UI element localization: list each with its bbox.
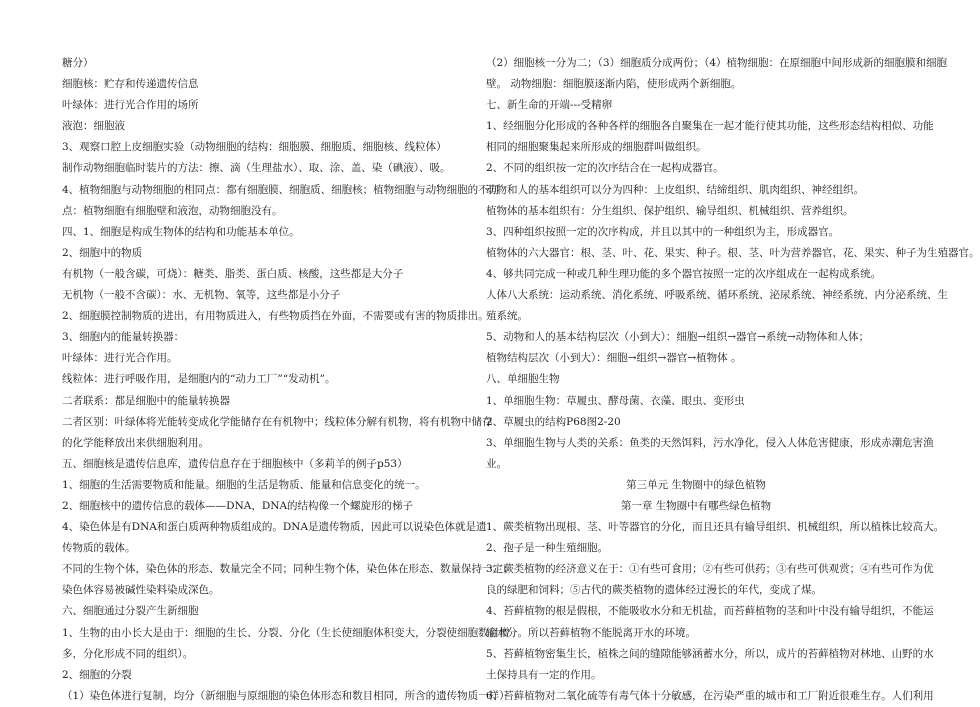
right-column: [486, 53, 980, 707]
text-line: 二者区别：叶绿体将光能转变成化学能储存在有机物中；线粒体分解有机物，将有机物中储存: [62, 415, 493, 428]
text-line: 六、细胞通过分裂产生新细胞: [62, 605, 199, 618]
text-line: 1、蕨类植物出现根、茎、叶等器官的分化，而且还具有输导组织、机械组织，所以植株比较高大。: [486, 521, 945, 534]
text-line: 七、新生命的开端---受精卵: [486, 99, 613, 112]
text-line: 1、单细胞生物：草履虫、酵母菌、衣藻、眼虫、变形虫: [486, 394, 745, 407]
text-line: 四、1、细胞是构成生物体的结构和功能基本单位。: [62, 225, 300, 238]
text-line: 点：植物细胞有细胞壁和液泡，动物细胞没有。: [62, 204, 283, 217]
text-line: 1、细胞的生活需要物质和能量。细胞的生活是物质、能量和信息变化的统一。: [62, 478, 426, 491]
section-heading: 第一章 生物圈中有哪些绿色植物: [620, 499, 772, 512]
text-line: 液泡：细胞液: [62, 120, 125, 133]
text-line: 良的绿肥和饲料；⑤古代的蕨类植物的遗体经过漫长的年代，变成了煤。: [486, 584, 822, 597]
text-line: 3、细胞内的能量转换器：: [62, 331, 185, 344]
text-line: 无机物（一般不含碳）：水、无机物、氧等，这些都是小分子: [62, 289, 341, 302]
text-line: 4、够共同完成一种或几种生理功能的多个器官按照一定的次序组成在一起构成系统。: [486, 267, 882, 280]
text-line: 2、不同的组织按一定的次序结合在一起构成器官。: [486, 162, 724, 175]
text-line: （2）细胞核一分为二；（3）细胞质分成两份；（4）植物细胞：在原细胞中间形成新的细胞膜和细胞: [486, 57, 948, 69]
text-line: 输水分。所以苔藓植物不能脱离开水的环境。: [486, 626, 696, 639]
text-line: 二者联系：都是细胞中的能量转换器: [62, 394, 230, 407]
text-line: 5、苔藓植物密集生长，植株之间的缝隙能够涵蓄水分，所以，成片的苔藓植物对林地、山野的水: [486, 647, 934, 660]
text-line: 3、四种组织按照一定的次序构成，并且以其中的一种组织为主，形成器官。: [486, 225, 840, 238]
text-line: 业。: [486, 457, 507, 470]
text-line: 植物体的基本组织有：分生组织、保护组织、输导组织、机械组织、营养组织。: [486, 204, 854, 217]
text-line: 4、苔藓植物的根是假根，不能吸收水分和无机盐，而苔藓植物的茎和叶中没有输导组织，不能运: [486, 605, 934, 618]
text-line: 植物体的六大器官：根、茎、叶、花、果实、种子。根、茎、叶为营养器官，花、果实、种子为生殖器官。: [486, 246, 980, 259]
text-line: 1、经细胞分化形成的各种各样的细胞各自聚集在一起才能行使其功能，这些形态结构相似、功能: [486, 120, 934, 133]
text-line: 壁。 动物细胞：细胞膜逐渐内陷，使形成两个新细胞。: [486, 78, 742, 91]
text-line: 细胞核：贮存和传递遗传信息: [62, 78, 199, 91]
text-line: 人体八大系统：运动系统、消化系统、呼吸系统、循环系统、泌尿系统、神经系统、内分泌系统、生: [486, 289, 948, 302]
text-line: 2、细胞核中的遗传信息的载体——DNA，DNA的结构像一个螺旋形的梯子: [62, 499, 414, 512]
text-line: 6、苔藓植物对二氧化硫等有毒气体十分敏感，在污染严重的城市和工厂附近很难生存。人们利用: [486, 689, 934, 702]
text-line: 2、草履虫的结构P68图2-20: [486, 415, 621, 428]
text-line: 2、细胞中的物质: [62, 246, 143, 259]
text-line: 2、细胞的分裂: [62, 668, 132, 681]
text-line: 有机物（一般含碳，可烧）：糖类、脂类、蛋白质、核酸，这些都是大分子: [62, 267, 404, 280]
text-line: 2、细胞膜控制物质的进出，有用物质进入，有些物质挡在外面，不需要或有害的物质排出。: [62, 310, 489, 323]
text-line: 叶绿体：进行光合作用。: [62, 352, 178, 365]
text-line: 制作动物细胞临时装片的方法：擦、滴（生理盐水）、取、涂、盖、染（碘液）、吸。: [62, 162, 451, 175]
text-line: 相同的细胞聚集起来所形成的细胞群叫做组织。: [486, 141, 707, 154]
text-line: 糖分）: [62, 57, 94, 69]
section-heading: 第三单元 生物圈中的绿色植物: [626, 478, 766, 491]
text-line: 3、观察口腔上皮细胞实验（动物细胞的结构：细胞膜、细胞质、细胞核、线粒体）: [62, 141, 447, 154]
text-line: 八、单细胞生物: [486, 373, 560, 386]
text-line: （1）染色体进行复制，均分（新细胞与原细胞的染色体形态和数目相同，所含的遗传物质一样）: [62, 689, 510, 702]
text-line: 传物质的载体。: [62, 542, 136, 555]
text-line: 土保持具有一定的作用。: [486, 668, 602, 681]
text-line: 3、单细胞生物与人类的关系：鱼类的天然饵料，污水净化，侵入人体危害健康，形成赤潮危害渔: [486, 436, 934, 449]
text-line: 叶绿体：进行光合作用的场所: [62, 99, 199, 112]
text-line: 五、细胞核是遗传信息库，遗传信息存在于细胞核中（多莉羊的例子p53）: [62, 457, 408, 470]
text-line: 线粒体：进行呼吸作用，是细胞内的“动力工厂”“发动机”。: [62, 373, 336, 386]
text-line: 4、植物细胞与动物细胞的相同点：都有细胞膜、细胞质、细胞核；植物细胞与动物细胞的不同: [62, 183, 500, 196]
text-line: 5、动物和人的基本结构层次（小到大）：细胞→组织→器官→系统→动物体和人体；: [486, 331, 870, 344]
text-line: 多，分化形成不同的组织）。: [62, 647, 194, 660]
text-line: 2、孢子是一种生殖细胞。: [486, 542, 609, 555]
text-line: 不同的生物个体，染色体的形态、数量完全不同；同种生物个体，染色体在形态、数量保持一定；: [62, 563, 514, 576]
text-line: 的化学能释放出来供细胞利用。: [62, 436, 209, 449]
text-line: 植物结构层次（小到大）：细胞→组织→器官→植物体 。: [486, 352, 742, 365]
text-line: 3、蕨类植物的经济意义在于：①有些可食用；②有些可供药；③有些可供观赏；④有些可作为优: [486, 563, 934, 576]
text-line: 4、染色体是有DNA和蛋白质两种物质组成的。DNA是遗传物质，因此可以说染色体就是遗: [62, 521, 487, 534]
text-line: 动物和人的基本组织可以分为四种：上皮组织、结缔组织、肌肉组织、神经组织。: [486, 183, 864, 196]
text-line: 1、生物的由小长大是由于：细胞的生长、分裂、分化（生长使细胞体积变大，分裂使细胞数目增: [62, 626, 510, 639]
text-line: 染色体容易被碱性染料染成深色。: [62, 584, 220, 597]
text-line: 殖系统。: [486, 310, 528, 323]
